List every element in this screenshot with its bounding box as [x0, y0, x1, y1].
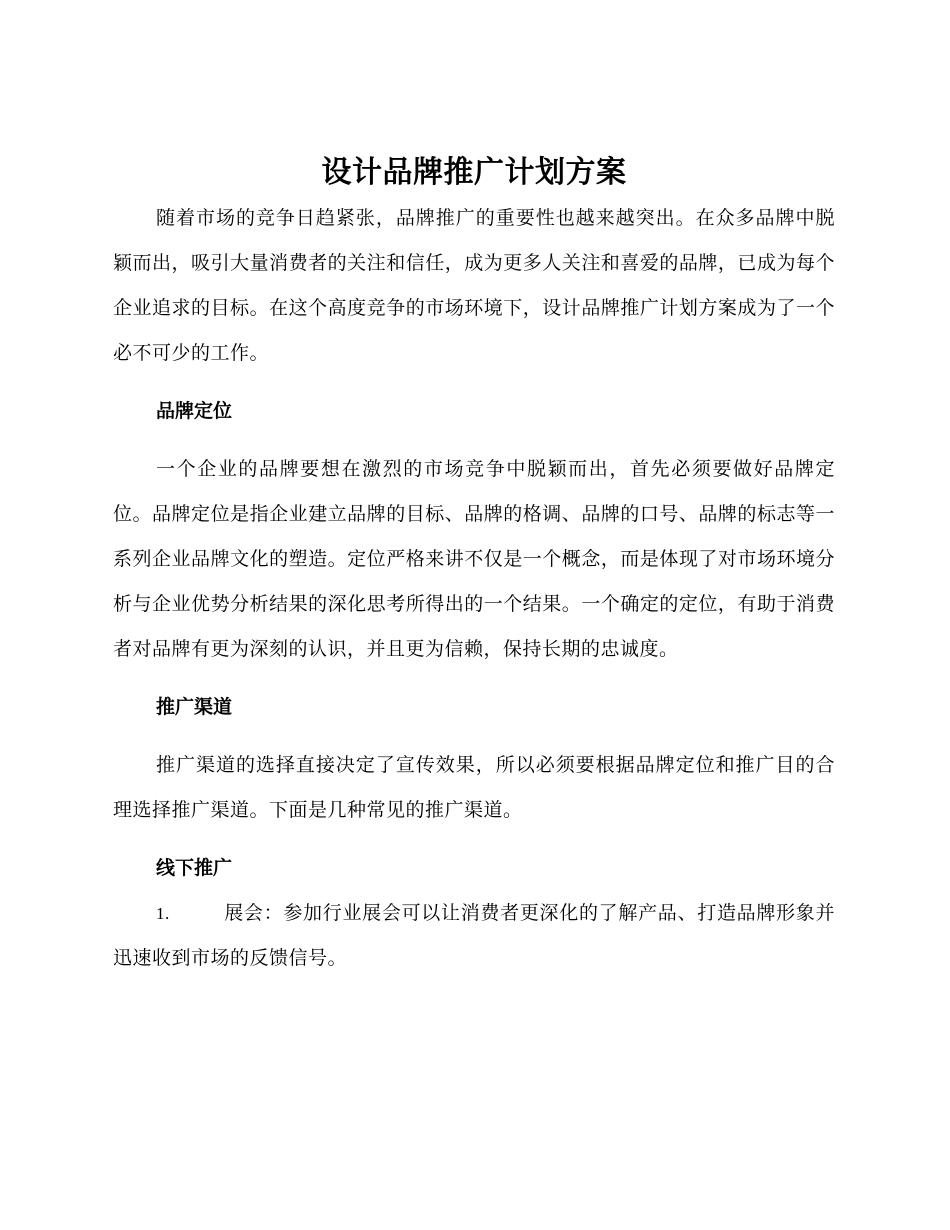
- section-heading-brand-positioning: 品牌定位: [156, 400, 233, 422]
- intro-paragraph: 随着市场的竞争日趋紧张，品牌推广的重要性也越来越突出。在众多品牌中脱颖而出，吸引大量消费者的关注和信任，成为更多人关注和喜爱的品牌，已成为每个企业追求的目标。在这个高度竞争的市场环境下，设计品牌推广计划方案成为了一个必不可少的工作。: [113, 207, 835, 364]
- list-item-number: 1.: [156, 904, 170, 923]
- section-heading-promotion-channels: 推广渠道: [156, 696, 233, 718]
- list-item: [113, 891, 835, 981]
- document-page: [113, 150, 835, 981]
- section-heading-offline-promotion: 线下推广: [156, 857, 233, 879]
- section-body-brand-positioning: 一个企业的品牌要想在激烈的市场竞争中脱颖而出，首先必须要做好品牌定位。品牌定位是指企业建立品牌的目标、品牌的格调、品牌的口号、品牌的标志等一系列企业品牌文化的塑造。定位严格来讲不仅是一个概念，而是体现了对市场环境分析与企业优势分析结果的深化思考所得出的一个结果。一个确定的定位，有助于消费者对品牌有更为深刻的认识，并且更为信赖，保持长期的忠诚度。: [113, 458, 835, 660]
- document-title: 设计品牌推广计划方案: [321, 155, 627, 190]
- list-item-text: 展会：参加行业展会可以让消费者更深化的了解产品、打造品牌形象并迅速收到市场的反馈信号。: [113, 902, 835, 969]
- section-body-promotion-channels: 推广渠道的选择直接决定了宣传效果，所以必须要根据品牌定位和推广目的合理选择推广渠道。下面是几种常见的推广渠道。: [113, 754, 835, 821]
